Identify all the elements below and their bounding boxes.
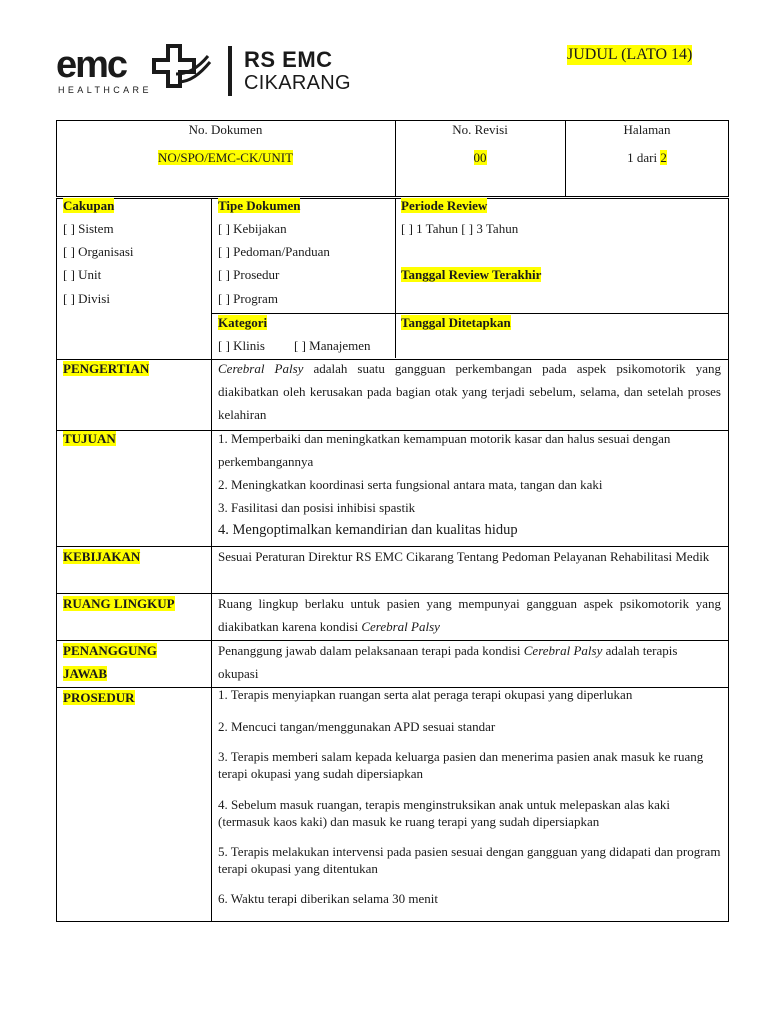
no-revisi-value: 00 xyxy=(473,150,487,165)
ruang-lingkup-text: Ruang lingkup berlaku untuk pasien yang mempunyai gangguan aspek psikomotorik yang diakibatkan karena kondisi Cerebral Palsy xyxy=(218,596,721,634)
periode-review-label: Periode Review xyxy=(401,198,488,213)
kategori-klinis: [ ] Klinis xyxy=(218,338,265,353)
tujuan-item: 3. Fasilitasi dan posisi inhibisi spastik xyxy=(218,500,416,515)
no-revisi-label: No. Revisi xyxy=(452,122,508,137)
prosedur-item: 5. Terapis melakukan intervensi pada pasien sesuai dengan gangguan yang didapati dan program terapi okupasi yang ditentukan xyxy=(218,844,721,876)
tujuan-item: 1. Memperbaiki dan meningkatkan kemampuan motorik kasar dan halus sesuai dengan perkembangannya xyxy=(218,431,671,469)
penanggung-jawab-label: PENANGGUNG xyxy=(63,643,157,658)
tujuan-item: 2. Meningkatkan koordinasi serta fungsional antara mata, tangan dan kaki xyxy=(218,477,603,492)
tipe-option: [ ] Kebijakan xyxy=(218,221,287,236)
hospital-name-line1: RS EMC xyxy=(244,47,333,72)
ruang-lingkup-label: RUANG LINGKUP xyxy=(63,596,175,611)
tanggal-review-label: Tanggal Review Terakhir xyxy=(401,267,542,282)
prosedur-item: 3. Terapis memberi salam kepada keluarga pasien dan menerima pasien anak masuk ke ruang terapi okupasi yang sudah dipersiapkan xyxy=(218,749,704,781)
logo-divider xyxy=(228,46,232,96)
tipe-option: [ ] Pedoman/Panduan xyxy=(218,244,330,259)
prosedur-item: 1. Terapis menyiapkan ruangan serta alat peraga terapi okupasi yang diperlukan xyxy=(218,687,633,702)
cakupan-label: Cakupan xyxy=(63,198,115,213)
prosedur-item: 6. Waktu terapi diberikan selama 30 menit xyxy=(218,891,439,906)
no-dokumen-label: No. Dokumen xyxy=(188,122,263,137)
kategori-manajemen: [ ] Manajemen xyxy=(294,338,371,353)
tipe-dokumen-label: Tipe Dokumen xyxy=(218,198,301,213)
halaman-value: 1 dari 2 xyxy=(627,150,667,165)
prosedur-label: PROSEDUR xyxy=(63,690,135,705)
no-dokumen-value: NO/SPO/EMC-CK/UNIT xyxy=(157,150,294,165)
tanggal-ditetapkan-label: Tanggal Ditetapkan xyxy=(401,315,511,330)
tujuan-label: TUJUAN xyxy=(63,431,116,446)
cakupan-option: [ ] Sistem xyxy=(63,221,114,236)
penanggung-jawab-text: Penanggung jawab dalam pelaksanaan terapi pada kondisi Cerebral Palsy adalah terapis okupasi xyxy=(218,643,678,681)
halaman-label: Halaman xyxy=(623,122,671,137)
kategori-label: Kategori xyxy=(218,315,268,330)
penanggung-jawab-label-2: JAWAB xyxy=(63,666,108,681)
hospital-name-line2: CIKARANG xyxy=(244,72,351,94)
kebijakan-label: KEBIJAKAN xyxy=(63,549,141,564)
medical-cross-icon xyxy=(152,44,212,98)
pengertian-label: PENGERTIAN xyxy=(63,361,150,376)
cakupan-option: [ ] Organisasi xyxy=(63,244,134,259)
cakupan-option: [ ] Divisi xyxy=(63,291,110,306)
hospital-logo xyxy=(56,44,376,100)
logo-wordmark: emc xyxy=(56,44,127,86)
periode-review-options: [ ] 1 Tahun [ ] 3 Tahun xyxy=(401,221,519,236)
cakupan-option: [ ] Unit xyxy=(63,267,102,282)
tipe-option: [ ] Prosedur xyxy=(218,267,280,282)
tipe-option: [ ] Program xyxy=(218,291,278,306)
logo-tagline: HEALTHCARE xyxy=(58,85,152,95)
document-title: JUDUL (LATO 14) xyxy=(567,46,693,63)
kebijakan-text: Sesuai Peraturan Direktur RS EMC Cikarang Tentang Pedoman Pelayanan Rehabilitasi Medik xyxy=(218,549,710,564)
pengertian-text: Cerebral Palsy adalah suatu gangguan perkembangan pada aspek psikomotorik yang diakibatkan oleh kerusakan pada bagian otak yang terjadi sebelum, selama, dan setelah proses kelahiran xyxy=(218,361,722,422)
prosedur-item: 4. Sebelum masuk ruangan, terapis menginstruksikan anak untuk melepaskan alas kaki (termasuk kaos kaki) dan masuk ke ruang terapi yang sudah dipersiapkan xyxy=(218,797,670,829)
tujuan-item: 4. Mengoptimalkan kemandirian dan kualitas hidup xyxy=(218,522,518,538)
prosedur-item: 2. Mencuci tangan/menggunakan APD sesuai standar xyxy=(218,719,496,734)
